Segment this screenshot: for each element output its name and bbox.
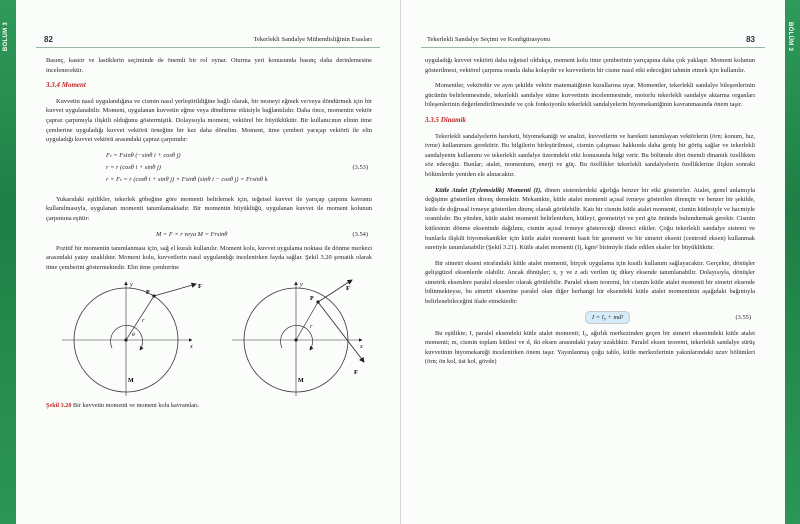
left-body — [46, 56, 372, 410]
force-vector — [154, 284, 196, 296]
intro-paragraph: Basınç, kastor ve lastiklerin seçiminde de önemli bir rol oynar. Oturma yeri konusunda basınç daha derinlemesine incelenecektir. — [46, 57, 372, 74]
right-body — [425, 56, 755, 373]
page-number-left: 82 — [44, 35, 53, 44]
label-f: F — [346, 285, 350, 293]
header-rule-left — [36, 47, 380, 48]
label-y: y — [130, 282, 133, 289]
label-p: P — [146, 290, 150, 297]
equation-line: r = r (cosθ i + sinθ j) — [106, 163, 161, 171]
chapter-tab-right: BÖLÜM 3 — [787, 22, 793, 52]
paragraph: Bu eşitlikte; I, paralel eksendeki kütle atalet momenti; I₀, ağırlık merkezinden geçen bir simetri eksenindeki kütle atalet momenti; m, cismin toplam kütlesi ve d, iki eksen arasındaki yatay uzaklıktır. Paralel eksen teoremi, tekerlekli sandalye sürüş kuvvetinin biyomekaniği incelenirken önem taşır. Yayınlanmış çoğu tablo, kütle merkezlerinin yakınlarındaki uzuv bölümleri (örn; ön kol, üst kol, gövde) — [425, 329, 755, 366]
equation-number: (3.54) — [352, 230, 368, 238]
label-m: M — [128, 378, 134, 385]
label-f: F — [354, 369, 358, 377]
hub-center — [294, 339, 297, 342]
figure-caption — [46, 402, 372, 410]
paragraph-inertia — [425, 186, 755, 253]
moment-arc — [111, 326, 143, 351]
equation-3-53 — [46, 151, 372, 191]
figure-3-20 — [46, 278, 372, 398]
equation-text: M = F × r veya M = Frsinθ — [156, 230, 228, 238]
moment-arc — [281, 326, 313, 351]
paragraph: Bir simetri ekseni etrafındaki kütle atalet momenti, birçok uygulama için kısıtlı kullanım sağlayacaktır. Gerçekte, dönüşler gelişigüzel eksenlerde olabilir. Ancak dönüşler; x, y ve z adı verilen üç dikey eksende tanımlanabilir. Dolayısıyla, dönüşler simetrik eksenlere paralel eksenler olarak görülebilir. Paralel eksen teoremi, bir cismin kütle atalet momenti bir simetri eksende bilinmekteyse, bu simetri eksenine paralel olan diğer herhangi bir eksendeki kütle atalet momentinin aşağıdaki bağıntıyla belirlenebileceğini ifade etmektedir: — [425, 259, 755, 306]
inertia-lead: Kütle Atalet (Eylemsizlik) Momenti (I), — [435, 186, 542, 194]
label-theta: θ — [132, 332, 135, 339]
right-header — [401, 34, 785, 46]
paragraph: Kuvvetin nasıl uygulandığına ve cismin nasıl yerleştirildiğine bağlı olarak, bir nesneyi eğmek ve/veya döndürmek için bir kuvvet uygulanabilir. Moment, uygulanan kuvvetin eğme veya döndürme etkisiyle bağlantılıdır. Daha önce, momentin vektör çapraz çarpımıyla ilişkili olduğunu göstermiştik. Dolayısıyla moment, vektörel bir büyüklüktür. Bir kullanıcının elinin itme çemberine uyguladığı kuvvet vektörü örneğine bir kez daha dönelim. Moment, itme çemberi yarıçap vektörü ile elin uyguladığı kuvvet vektörü arasındaki çapraz çarpımdır: — [46, 97, 372, 144]
equation-number: (3.53) — [352, 163, 368, 171]
caption-label: Şekil 3.20 — [46, 402, 72, 410]
hub-center — [124, 339, 127, 342]
running-title-left: Tekerlekli Sandalye Mühendisliğinin Esasları — [253, 36, 372, 43]
paragraph: Yukarıdaki eşitlikler, tekerlek göbeğine göre momenti belirlemek için, teğetsel kuvvet ile yarıçap çarpımı kavramı kullanılmasıyla, uygulanan momenti tanımlamaktadır. Bir momentin büyüklüğü, uygulanan kuvvet ile moment kolunun çarpımına eşittir: — [46, 195, 372, 222]
label-f: F — [198, 283, 202, 291]
left-header — [16, 34, 400, 46]
left-edge-band — [0, 0, 16, 524]
diagram-left — [62, 282, 202, 396]
page-number-right: 83 — [746, 35, 755, 44]
right-edge-band — [784, 0, 800, 524]
equation-line: Fₜ = Fsinθ (−sinθ i + cosθ j) — [106, 151, 181, 159]
inertia-text: dönen sistemlerdeki ağırlığa benzer bir etki gösterirler. Atalet, genel anlamıyla değişime gösterilen direnç demektir. Mekanikte, kütle atalet momenti açısal ivmeye gösterilen dirençtir ve benzer bir şekilde, kütle de doğrusal ivmeye gösterilen direnç olarak görülebilir. Katı bir cismin kütle atalet momenti, cismin kütlesiyle ve hacmiyle orantılıdır. Bu yüzden, kütle atalet momenti belirlenirken, kütleyi, geometriyi ve yeri göz önünde bulundurmak gerekir. Cismin kütlesinin dönme ekseninde dağılımı, cismin açısal ivmeye göstereceği direnci etkiler. Çoğu tekerlekli sandalye sistemi ve bunlarla ilişkili biyomekanikler için kütle atalet momenti basit bir geometri ve bir simetri ekseni (centroid eksen) kullanmak suretiyle tanımlanabilir (Şekil 3.21). Kütle atalet momenti (I), kgm² birimiyle ifade edilen skaler bir büyüklüktür. — [425, 186, 755, 252]
header-rule-right — [421, 47, 765, 48]
chapter-tab-left: BÖLÜM 3 — [3, 22, 9, 52]
right-page — [400, 0, 785, 524]
label-y: y — [300, 282, 303, 289]
label-m: M — [298, 378, 304, 385]
equation-box: I = I₀ + md² — [585, 311, 630, 325]
label-x: x — [190, 344, 193, 351]
diagram-right — [232, 280, 364, 396]
equation-3-55 — [425, 313, 755, 327]
paragraph: uyguladığı kuvvet vektörü daha teğetsel oldukça, moment kolu itme çemberinin yarıçapına daha çok yaklaşır. Moment kolunun gösterilmesi, vektörel çarpıma oranla daha kolaydır ve kuvvetlerin bir cisme nasıl etki edeceğini tahmin etmek için kullanılır. — [425, 57, 755, 74]
section-heading-dinamik: 3.3.5 Dinamik — [425, 115, 467, 124]
running-title-right: Tekerlekli Sandalye Seçimi ve Konfigürasyonu — [427, 36, 551, 43]
section-heading-moment: 3.3.4 Moment — [46, 81, 86, 90]
moment-diagram — [46, 278, 372, 398]
label-x: x — [360, 344, 363, 351]
equation-3-54 — [46, 230, 372, 242]
point-p — [152, 295, 155, 298]
label-r: r — [310, 324, 313, 331]
equation-number: (3.55) — [735, 313, 751, 321]
caption-text: Bir kuvvetin momenti ve moment kolu kavramları. — [73, 402, 200, 410]
paragraph: Pozitif bir momentin tanımlanması için, sağ el kuralı kullanılır. Moment kolu, kuvvet uygulama noktası ile dönme merkezi arasındaki yatay uzaklıktır. Moment kolu, kuvvetlerin nasıl uygulandığı incelenirken fayda sağlar. Şekil 3.20 şematik olarak itme çemberini göstermektedir. Elin itme çemberine — [46, 244, 372, 271]
label-p: P — [310, 296, 314, 303]
radius-vector — [126, 296, 154, 340]
equation-line: r × Fₜ = r (cosθ i + sinθ j) × Fsinθ (sinθ i − cosθ j) = Frsinθ k — [106, 175, 268, 183]
left-page — [16, 0, 400, 524]
point-p — [316, 301, 319, 304]
radius-vector — [296, 302, 318, 340]
force-vector — [318, 302, 364, 362]
label-r: r — [142, 318, 145, 325]
paragraph: Tekerlekli sandalyelerin hareketi, biyomekaniği ve analizi, kuvvetlerin ve hareketi tanımlayan vektörlerin (örn; konum, hız, ivme) kullanımını gerektirir. Bu bilgilerin birleştirilmesi, cismin çalışması hakkında daha geniş bir görüş sağlar ve tekerlekli sandalyenin kullanımı ve tekerlekli sandalye üzerindeki etki konusunda bilgi verir. Bu bölümde dört önemli dinamik özellikten söz edeceğiz. Bunlar; atalet, momentum, enerji ve güç. Bu özellikler tekerlekli sandalyelerin özelliklerine ilişkin sonraki bölümlerde yeniden ele alınacaktır. — [425, 132, 755, 178]
paragraph: Momentler, vektördür ve aynı şekilde vektör matematiğinin kurallarına uyar. Momentler, tekerlekli sandalye bileşenlerinin gücünün belirlenmesinde, tekerlekli sandalye süme kuvvetinin incelenmesinde, motorlu tekerlekli sandalye aktarma organları bileşenlerinin değerlendirilmesinde ve çok fonksiyonlu tekerlekli sandalyelerin biyomekaniğinin kavranmasında önem taşır. — [425, 82, 755, 109]
